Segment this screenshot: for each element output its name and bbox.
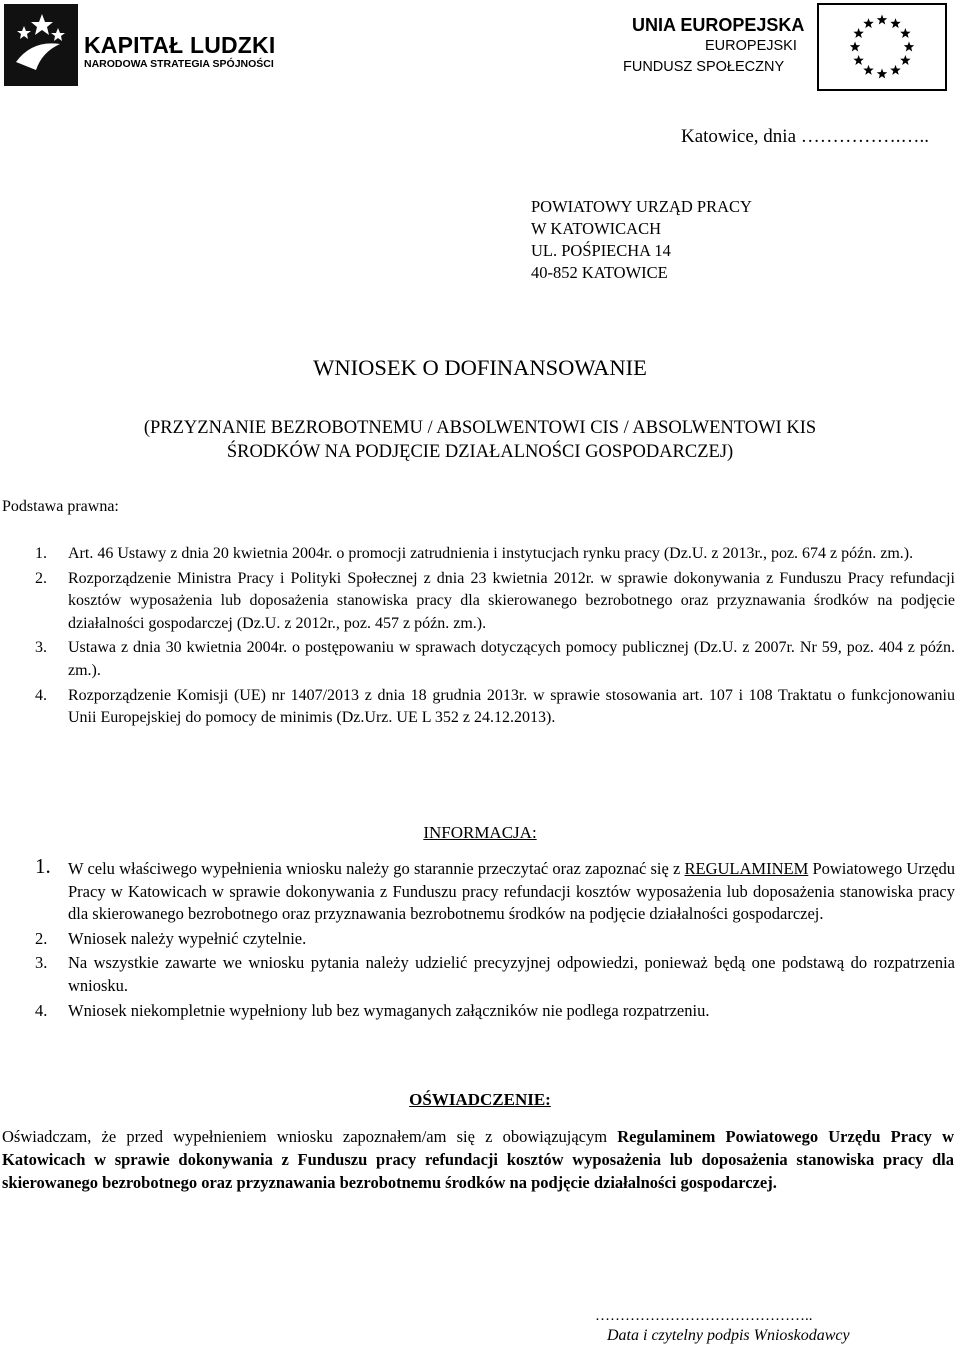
flag-star-icon	[853, 55, 863, 65]
item-number: 2.	[35, 569, 47, 587]
flag-star-icon	[853, 28, 863, 38]
list-item	[0, 568, 955, 636]
declaration-text	[2, 1125, 954, 1194]
kapital-ludzki-logo	[2, 0, 302, 90]
information-list	[0, 854, 955, 1024]
item-text: W celu właściwego wypełnienia wniosku należy go starannie przeczytać oraz zapoznać się z	[68, 859, 685, 878]
legal-basis-list	[0, 543, 955, 732]
list-item	[0, 928, 955, 951]
flag-star-icon	[863, 18, 873, 28]
subtitle-line: ŚRODKÓW NA PODJĘCIE DZIAŁALNOŚCI GOSPODARCZEJ)	[226, 442, 734, 462]
item-number: 4.	[35, 1000, 48, 1020]
flag-star-icon	[904, 42, 914, 52]
flag-star-icon	[900, 28, 910, 38]
declaration-title: OŚWIADCZENIE:	[409, 1090, 551, 1109]
item-number: 1.	[35, 545, 47, 562]
information-title: INFORMACJA:	[423, 823, 537, 842]
date-line: Katowice, dnia …………….…..	[681, 126, 930, 147]
document-title: WNIOSEK O DOFINANSOWANIE	[313, 355, 647, 380]
subtitle-line: (PRZYZNANIE BEZROBOTNEMU / ABSOLWENTOWI CIS / ABSOLWENTOWI KIS	[143, 418, 817, 438]
document-subtitle	[0, 416, 960, 464]
signature-label: Data i czytelny podpis Wnioskodawcy	[607, 1327, 850, 1344]
item-number: 3.	[35, 639, 47, 657]
address-line: W KATOWICACH	[531, 219, 662, 238]
item-number: 2.	[35, 928, 48, 948]
regulation-reference: REGULAMINEM	[684, 859, 809, 878]
eu-logo	[615, 0, 960, 96]
item-number: 1.	[35, 854, 51, 878]
flag-star-icon	[900, 55, 910, 65]
flag-star-icon	[877, 69, 887, 79]
legal-basis-label: Podstawa prawna:	[2, 498, 119, 515]
flag-star-icon	[890, 18, 900, 28]
item-number: 4.	[35, 686, 47, 704]
eu-logo-line3: FUNDUSZ SPOŁECZNY	[623, 59, 785, 75]
recipient-address	[531, 196, 752, 284]
item-text: Powiatowego Urzędu Pracy w Katowicach w sprawie dokonywania z Funduszu pracy refundacji kosztów wyposażenia lub doposażenia stanowiska pracy dla skierowanego bezrobotnego oraz przyznawania bezrobotnemu środków na podjęcie działalności gospodarczej.	[68, 859, 955, 924]
list-item	[0, 952, 955, 997]
flag-star-icon	[890, 65, 900, 75]
item-text: Wniosek niekompletnie wypełniony lub bez wymaganych załączników nie podlega rozpatrzeniu.	[68, 1000, 710, 1020]
item-text: Ustawa z dnia 30 kwietnia 2004r. o postępowaniu w sprawach dotyczących pomocy publicznej (Dz.U. z 2007r. Nr 59, poz. 404 z późn. zm.).	[68, 639, 955, 679]
logo-title: KAPITAŁ LUDZKI	[84, 32, 276, 58]
list-item	[0, 685, 955, 730]
signature-line: ……………………………………..	[595, 1308, 813, 1324]
item-text: Na wszystkie zawarte we wniosku pytania należy udzielić precyzyjnej odpowiedzi, ponieważ będą one podstawą do rozpatrzenia wniosku.	[68, 953, 955, 995]
list-item	[0, 854, 955, 926]
flag-star-icon	[863, 65, 873, 75]
eu-logo-line2: EUROPEJSKI	[705, 38, 797, 54]
eu-logo-line1: UNIA EUROPEJSKA	[632, 15, 805, 35]
eu-flag-icon	[817, 3, 947, 91]
item-number: 3.	[35, 953, 48, 973]
kapital-ludzki-emblem-icon	[2, 0, 82, 90]
item-text: Wniosek należy wypełnić czytelnie.	[68, 928, 307, 948]
address-line: 40-852 KATOWICE	[531, 263, 668, 282]
address-line: UL. POŚPIECHA 14	[531, 241, 671, 260]
declaration-regulation: Regulaminem Powiatowego Urzędu Pracy w Katowicach w sprawie dokonywania z Funduszu pracy refundacji kosztów wyposażenia lub doposażenia stanowiska pracy dla skierowanego bezrobotnego oraz przyznawania bezrobotnemu środków na podjęcie działalności gospodarczej.	[2, 1127, 954, 1192]
flag-star-icon	[877, 15, 887, 25]
address-line: POWIATOWY URZĄD PRACY	[531, 197, 752, 216]
item-text: Rozporządzenie Ministra Pracy i Polityki Społecznej z dnia 23 kwietnia 2012r. w sprawie dokonywania z Funduszu Pracy refundacji kosztów wyposażenia lub doposażenia stanowiska pracy dla skierowanego bezrobotnego oraz przyznawania środków na podjęcie działalności gospodarczej (Dz.U. z 2012r., poz. 457 z późn. zm.).	[68, 569, 955, 632]
item-text: Rozporządzenie Komisji (UE) nr 1407/2013 z dnia 18 grudnia 2013r. w sprawie stosowania art. 107 i 108 Traktatu o funkcjonowaniu Unii Europejskiej do pomocy de minimis (Dz.Urz. UE L 352 z 24.12.2013).	[68, 686, 955, 727]
list-item	[0, 1000, 955, 1023]
list-item	[0, 637, 955, 682]
logo-subtitle: NARODOWA STRATEGIA SPÓJNOŚCI	[84, 58, 274, 70]
item-text: Art. 46 Ustawy z dnia 20 kwietnia 2004r. o promocji zatrudnienia i instytucjach rynku pracy (Dz.U. z 2013r., poz. 674 z późn. zm.).	[68, 545, 914, 562]
flag-star-icon	[850, 42, 860, 52]
declaration-intro: Oświadczam, że przed wypełnieniem wniosku zapoznałem/am się z obowiązującym	[2, 1127, 618, 1146]
list-item	[0, 543, 955, 566]
